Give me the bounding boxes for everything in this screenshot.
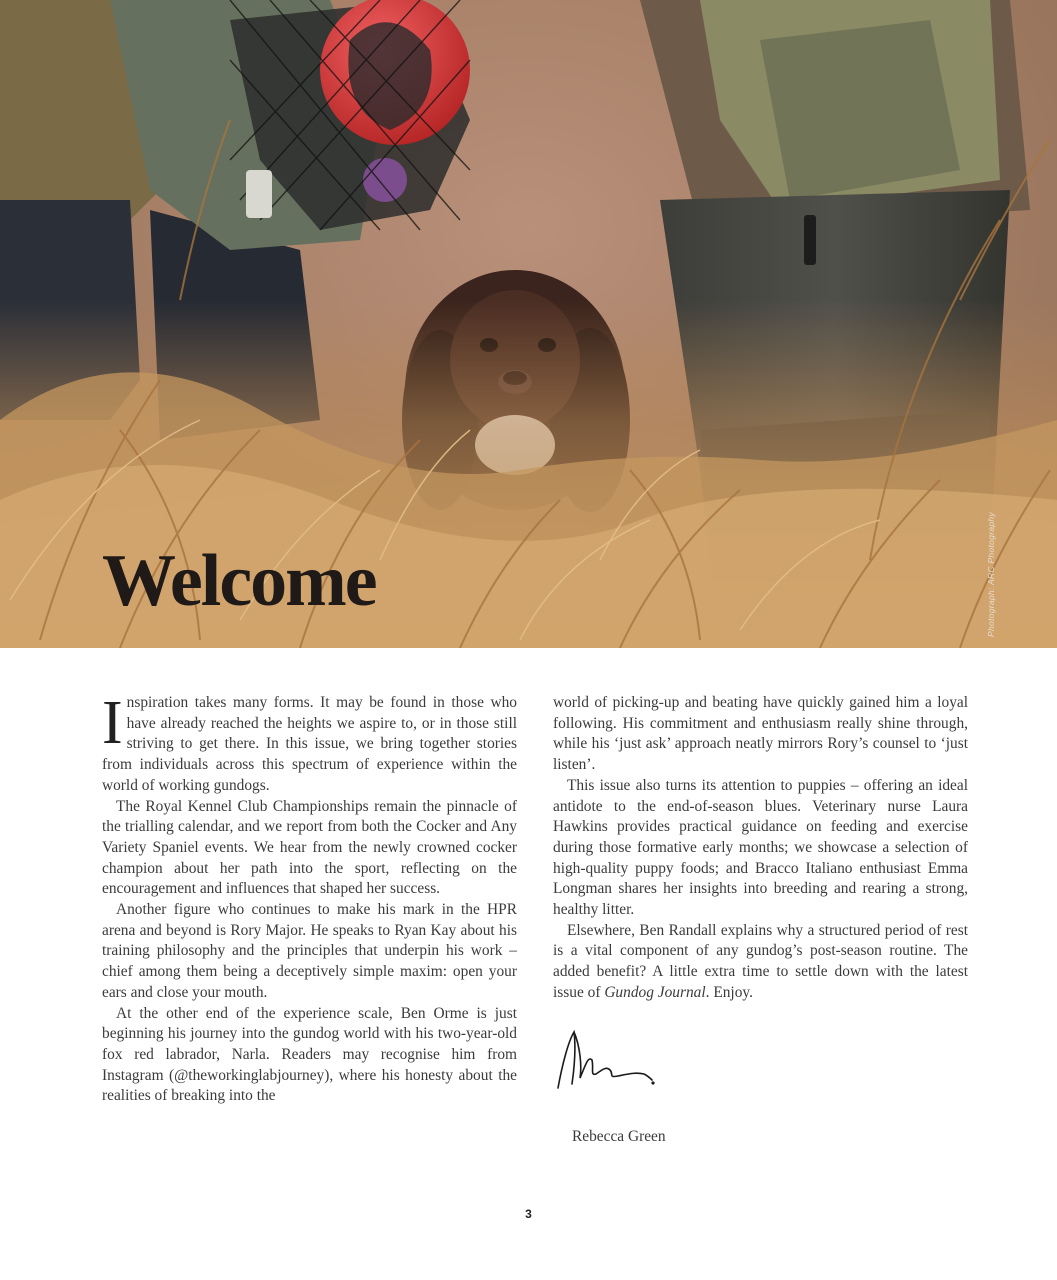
drop-cap: I: [102, 689, 123, 757]
handwritten-signature: [552, 1026, 672, 1096]
article-paragraph: world of picking-up and beating have quickly gained him a loyal following. His commitment and enthusiasm really shine through, while his ‘just ask’ approach neatly mirrors Rory’s counsel to ‘just listen’.: [553, 694, 968, 774]
article-paragraph: Another figure who continues to make his mark in the HPR arena and beyond is Rory Major. He speaks to Ryan Kay about his training philosophy and the principles that underpin his work – chief among them being a deceptively simple maxim: open your ears and close your mouth.: [102, 901, 517, 1001]
article-paragraph: This issue also turns its attention to puppies – offering an ideal antidote to the end-of-season blues. Veterinary nurse Laura Hawkins provides practical guidance on feeding and exercise during those formative early months; we showcase a selection of high-quality puppy foods; and Bracco Italiano enthusiast Emma Longman shares her insights into breeding and rearing a strong, healthy litter.: [553, 776, 968, 919]
article-column-right: [553, 693, 968, 1004]
signer-name: Rebecca Green: [572, 1128, 666, 1145]
photo-credit: Photograph: ARC Photography: [986, 512, 996, 637]
article-paragraph: Elsewhere, Ben Randall explains why a structured period of rest is a vital component of any gundog’s post-season routine. The added benefit? A little extra time to settle down with the latest issue of Gundog Journal. Enjoy.: [553, 921, 968, 1001]
article-paragraph: Inspiration takes many forms. It may be found in those who have already reached the heights we aspire to, or in those still striving to get there. In this issue, we bring together stories from individuals across this spectrum of experience within the world of working gundogs.: [102, 689, 517, 794]
article-paragraph: The Royal Kennel Club Championships remain the pinnacle of the trialling calendar, and we report from both the Cocker and Any Variety Spaniel events. We hear from the newly crowned cocker champion about her path into the sport, reflecting on the encouragement and influences that shaped her success.: [102, 797, 517, 898]
page-title: Welcome: [102, 540, 376, 622]
article-paragraph: At the other end of the experience scale, Ben Orme is just beginning his journey into the gundog world with his two-year-old fox red labrador, Narla. Readers may recognise him from Instagram (@theworkinglabjourney), where his honesty about the realities of breaking into the: [102, 1004, 517, 1105]
page-number: 3: [525, 1207, 532, 1221]
magazine-name: Gundog Journal: [604, 983, 706, 1001]
article-column-left: [102, 689, 517, 1107]
